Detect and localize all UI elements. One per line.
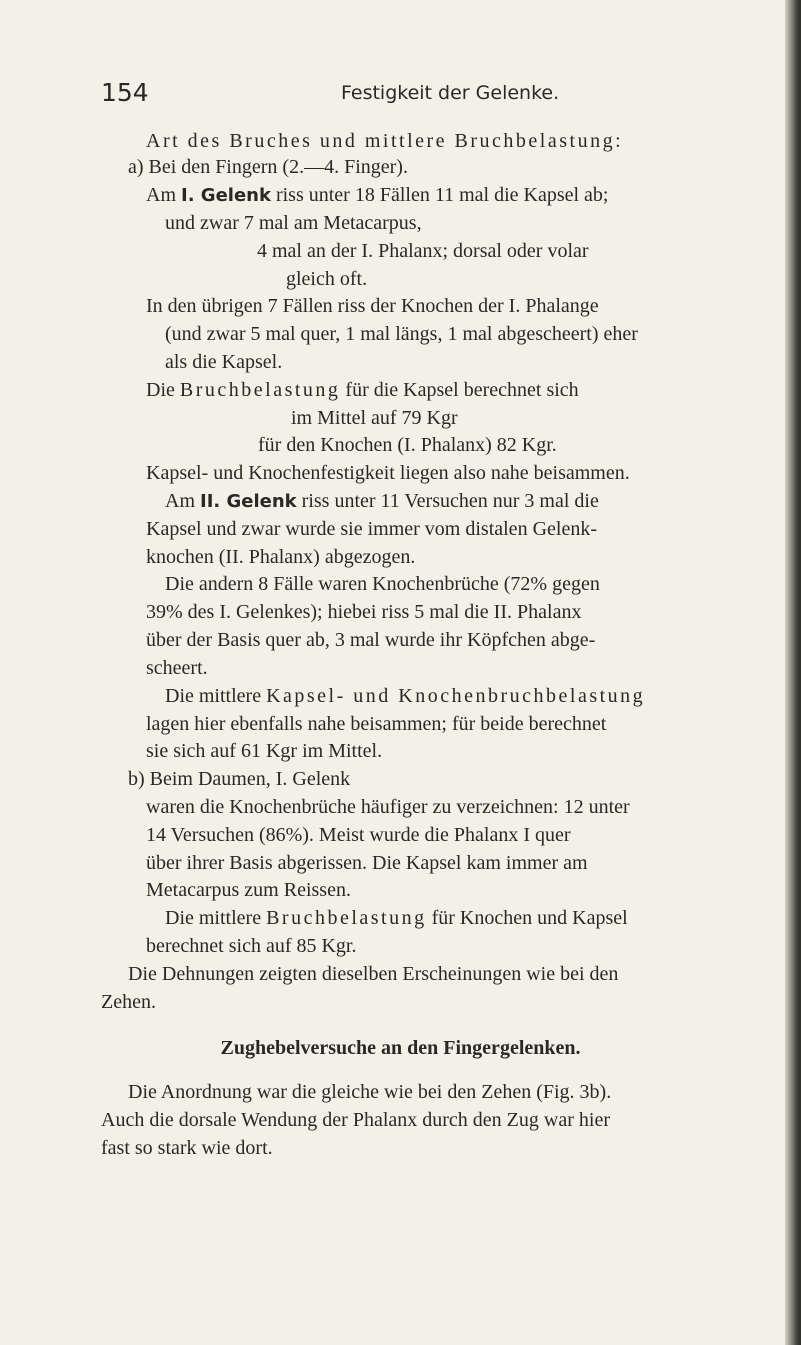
text-line: 39% des I. Gelenkes); hiebei riss 5 mal die II. Phalanx [146, 601, 582, 623]
text-line: 14 Versuchen (86%). Meist wurde die Phalanx I quer [146, 824, 571, 846]
subsection-b-title: b) Beim Daumen, I. Gelenk [128, 768, 351, 790]
text-line: lagen hier ebenfalls nahe beisammen; für beide berechnet [146, 713, 607, 735]
text-line: waren die Knochenbrüche häufiger zu verzeichnen: 12 unter [146, 796, 630, 818]
text-line: Am I. Gelenk riss unter 18 Fällen 11 mal die Kapsel ab; [146, 184, 609, 206]
section-intro-line: Art des Bruches und mittlere Bruchbelastung: [146, 130, 624, 152]
text-line: (und zwar 5 mal quer, 1 mal längs, 1 mal abgescheert) eher [165, 323, 638, 345]
text-line: Die mittlere Kapsel- und Knochenbruchbelastung [165, 685, 646, 707]
text-line: über der Basis quer ab, 3 mal wurde ihr Köpfchen abge- [146, 629, 596, 651]
text-line: gleich oft. [286, 268, 368, 290]
text-line: Die mittlere Bruchbelastung für Knochen und Kapsel [165, 907, 628, 929]
text-line: sie sich auf 61 Kgr im Mittel. [146, 740, 383, 762]
text-line: scheert. [146, 657, 208, 679]
text-line: Die Anordnung war die gleiche wie bei den Zehen (Fig. 3b). [128, 1081, 612, 1103]
text-line: Auch die dorsale Wendung der Phalanx durch den Zug war hier [101, 1109, 610, 1131]
text-line: fast so stark wie dort. [101, 1137, 273, 1159]
text-line: 4 mal an der I. Phalanx; dorsal oder volar [257, 240, 589, 262]
page-header [101, 78, 701, 108]
spaced-term: Kapsel- und Knochenbruchbelastung [266, 685, 646, 707]
text-line: als die Kapsel. [165, 351, 283, 373]
text-line: Am II. Gelenk riss unter 11 Versuchen nur 3 mal die [165, 490, 599, 512]
text-line: Zehen. [101, 991, 156, 1013]
text-line: und zwar 7 mal am Metacarpus, [165, 212, 422, 234]
text-line: Die Bruchbelastung für die Kapsel berechnet sich [146, 379, 579, 401]
text-line: berechnet sich auf 85 Kgr. [146, 935, 357, 957]
text-line: Die andern 8 Fälle waren Knochenbrüche (72% gegen [165, 573, 600, 595]
running-title: Festigkeit der Gelenke. [341, 82, 560, 104]
emphasis-gelenk: I. Gelenk [181, 185, 271, 206]
text-line: Kapsel- und Knochenfestigkeit liegen also nahe beisammen. [146, 462, 630, 484]
text-line: In den übrigen 7 Fällen riss der Knochen der I. Phalange [146, 295, 599, 317]
page-number: 154 [101, 78, 149, 107]
section-heading: Zughebelversuche an den Fingergelenken. [220, 1037, 581, 1059]
spaced-term: Bruchbelastung [179, 379, 341, 401]
text-line: Kapsel und zwar wurde sie immer vom distalen Gelenk- [146, 518, 597, 540]
spaced-term: Bruchbelastung [266, 907, 427, 929]
emphasis-gelenk: II. Gelenk [200, 491, 297, 512]
text-line: im Mittel auf 79 Kgr [291, 407, 458, 429]
subsection-a-title: a) Bei den Fingern (2.—4. Finger). [128, 156, 408, 178]
text-line: knochen (II. Phalanx) abgezogen. [146, 546, 416, 568]
text-line: über ihrer Basis abgerissen. Die Kapsel kam immer am [146, 852, 588, 874]
text-line: Metacarpus zum Reissen. [146, 879, 351, 901]
text-line: Die Dehnungen zeigten dieselben Erscheinungen wie bei den [128, 963, 619, 985]
text-line: für den Knochen (I. Phalanx) 82 Kgr. [258, 434, 557, 456]
page-edge-shadow [785, 0, 801, 1345]
